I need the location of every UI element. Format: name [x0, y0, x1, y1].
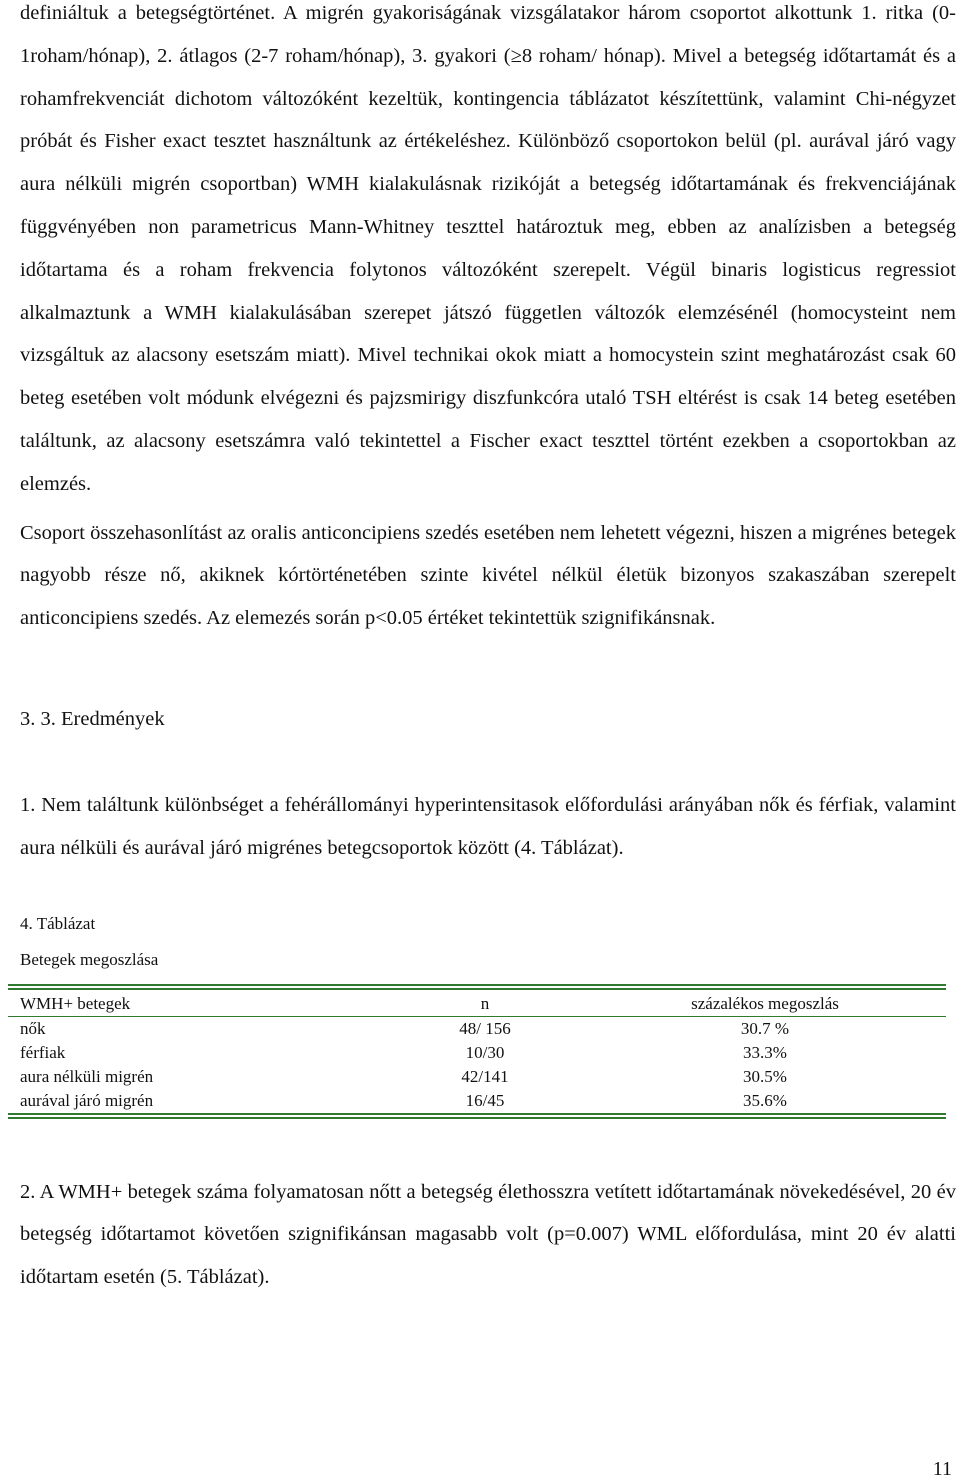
table-cell-n: 42/141: [461, 1066, 509, 1086]
table-header-cell: százalékos megoszlás: [691, 993, 839, 1013]
table-bottom-rule: [8, 1113, 946, 1119]
page-number: 11: [932, 1458, 952, 1480]
table-row: [8, 1089, 946, 1113]
table-cell-group: aurával járó migrén: [20, 1090, 154, 1110]
contraceptive-paragraph: Csoport összehasonlítást az oralis anticoncipiens szedés esetében nem lehetett végezni, hiszen a migrénes betegek nagyobb része nő, akiknek kórtörténetében szinte kivétel nélkül életük bizonyos szakaszában szerepelt anticoncipiens szedés. Az elemezés során p<0.05 értéket tekintettük szignifikánsnak.: [20, 521, 956, 630]
table-cell-group: aura nélküli migrén: [20, 1066, 154, 1086]
table-cell-percent: 35.6%: [743, 1090, 787, 1110]
table-cell-percent: 30.5%: [743, 1066, 787, 1086]
section-heading: 3. 3. Eredmények: [20, 707, 165, 730]
table-cell-percent: 33.3%: [743, 1042, 787, 1062]
table-header-row: [8, 990, 946, 1016]
table-cell-group: nők: [20, 1018, 46, 1038]
document-page: [20, 0, 956, 1299]
table-row: [8, 1017, 946, 1041]
table-caption-number: 4. Táblázat: [20, 913, 96, 933]
table-cell-n: 10/30: [465, 1042, 505, 1062]
result-paragraph-1: 1. Nem találtunk különbséget a fehérállományi hyperintensitasok előfordulási arányában nők és férfiak, valamint aura nélküli és aurával járó migrénes betegcsoportok között (4. Táblázat).: [20, 793, 956, 859]
table-cell-group: férfiak: [20, 1042, 66, 1062]
table-row: [8, 1065, 946, 1089]
table-caption-title: Betegek megoszlása: [20, 949, 159, 969]
table-header-cell: n: [480, 993, 490, 1013]
table-row: [8, 1041, 946, 1065]
table-header-cell: WMH+ betegek: [20, 993, 131, 1013]
distribution-table: [8, 984, 946, 1119]
table-cell-n: 48/ 156: [459, 1018, 511, 1038]
methods-paragraph: definiáltuk a betegségtörténet. A migrén gyakoriságának vizsgálatakor három csoportot alkottunk 1. ritka (0-1roham/hónap), 2. átlagos (2-7 roham/hónap), 3. gyakori (≥8 roham/ hónap). Mivel a betegség időtartamát és a rohamfrekvenciát dichotom változóként kezeltük, kontingencia táblázatot készítettünk, valamint Chi-négyzet próbát és Fisher exact tesztet használtunk az értékeléshez. Különböző csoportokon belül (pl. aurával járó vagy aura nélküli migrén csoportban) WMH kialakulásnak rizikóját a betegség időtartamának és frekvenciájának függvényében non parametricus Mann-Whitney teszttel határoztuk meg, ebben az analízisben a betegség időtartama és a roham frekvencia folytonos változóként szerepelt. Végül binaris logisticus regressiot alkalmaztunk a WMH kialakulásában szerepet játszó független változók elemzésénél (homocysteint nem vizsgáltuk az alacsony esetszám miatt). Mivel technikai okok miatt a homocystein szint meghatározást csak 60 beteg esetében volt módunk elvégezni és pajzsmirigy diszfunkcóra utaló TSH eltérést is csak 14 beteg esetében találtunk, az alacsony esetszámra való tekintettel a Fischer exact teszttel történt ezekben a csoportokban az elemzés.: [20, 2, 956, 495]
table-cell-percent: 30.7 %: [740, 1018, 790, 1038]
result-paragraph-2: 2. A WMH+ betegek száma folyamatosan nőtt a betegség élethosszra vetített időtartamának növekedésével, 20 év betegség időtartamot követően szignifikánsan magasabb volt (p=0.007) WML előfordulása, mint 20 év alatti időtartam esetén (5. Táblázat).: [20, 1180, 956, 1289]
table-cell-n: 16/45: [465, 1090, 505, 1110]
